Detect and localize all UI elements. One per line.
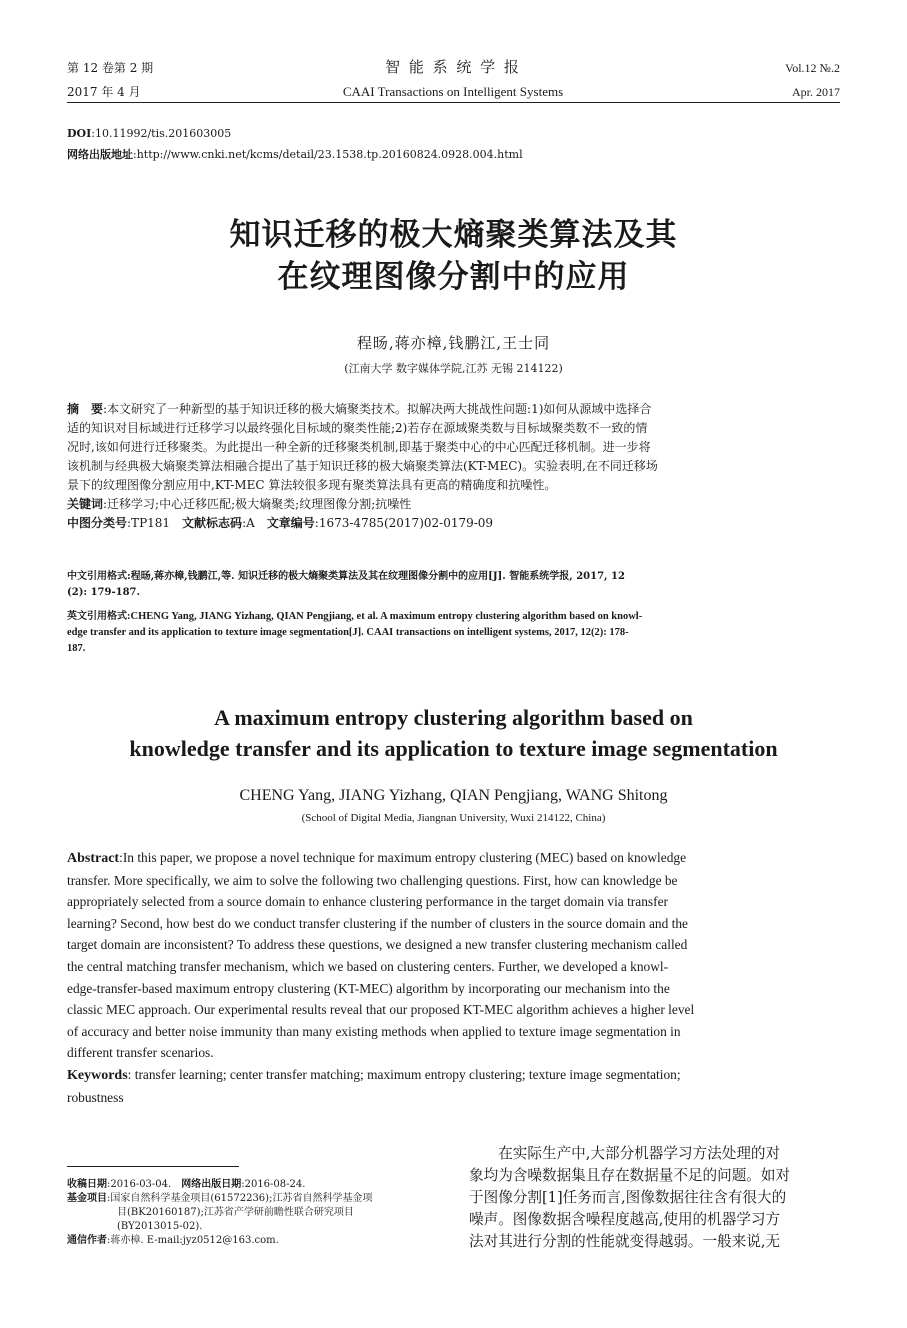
title-en-line2: knowledge transfer and its application to texture image segmentation bbox=[129, 736, 778, 761]
online-address-line bbox=[67, 146, 523, 163]
abstract-zh-line: 况时,该如何进行迁移聚类。为此提出一种全新的迁移聚类机制,即基于聚类中心的中心匹配迁移机制。进一步将 bbox=[67, 440, 651, 454]
keywords-en-line: : transfer learning; center transfer matching; maximum entropy clustering; texture image segmentation; bbox=[127, 1066, 681, 1082]
body-line: 于图像分割[1]任务而言,图像数据往往含有很大的 bbox=[469, 1189, 787, 1206]
citation-zh-label: 中文引用格式 bbox=[67, 571, 127, 582]
doc-code-label: 文献标志码 bbox=[182, 516, 243, 530]
abstract-zh-line: :本文研究了一种新型的基于知识迁移的极大熵聚类技术。拟解决两大挑战性问题:1)如何从源域中选择合 bbox=[103, 402, 652, 416]
abstract-zh-label: 摘 要 bbox=[67, 402, 104, 416]
abstract-en-line: of accuracy and better noise immunity than many existing methods when applied to texture image segmentation in bbox=[67, 1023, 681, 1039]
abstract-en-line: transfer. More specifically, we aim to solve the following two challenging questions. First, how can knowledge be bbox=[67, 872, 678, 888]
fund-line: (BY2013015-02). bbox=[117, 1221, 203, 1232]
abstract-zh bbox=[67, 400, 840, 533]
affiliation-en: (School of Digital Media, Jiangnan University, Wuxi 214122, China) bbox=[301, 812, 606, 824]
clc-value: :TP181 bbox=[127, 516, 183, 530]
citation-zh bbox=[67, 569, 840, 601]
received-value: :2016-03-04. bbox=[107, 1179, 182, 1190]
abstract-en-label: Abstract bbox=[67, 851, 120, 866]
citation-zh-line: :程旸,蒋亦樟,钱鹏江,等. 知识迁移的极大熵聚类算法及其在纹理图像分割中的应用[J]. 智能系统学报, 2017, 12 bbox=[127, 571, 625, 582]
corresponding-author-label: 通信作者 bbox=[67, 1235, 107, 1246]
journal-date: 2017 年 4 月 bbox=[67, 85, 141, 99]
abstract-zh-line: 适的知识对目标域进行迁移学习以最终强化目标域的聚类性能;2)若存在源域聚类数与目标域聚类数不一致的情 bbox=[67, 421, 648, 435]
volume-number: Vol.12 №.2 bbox=[785, 61, 840, 75]
title-zh-line1: 知识迁移的极大熵聚类算法及其 bbox=[229, 217, 678, 253]
fund-label: 基金项目 bbox=[67, 1193, 107, 1204]
keywords-zh-label: 关键词 bbox=[67, 497, 104, 511]
received-label: 收稿日期 bbox=[67, 1179, 107, 1190]
abstract-en-line: different transfer scenarios. bbox=[67, 1045, 214, 1061]
title-en-line1: A maximum entropy clustering algorithm based on bbox=[214, 705, 693, 730]
title-zh-line2: 在纹理图像分割中的应用 bbox=[277, 259, 630, 295]
keywords-zh-value: :迁移学习;中心迁移匹配;极大熵聚类;纹理图像分割;抗噪性 bbox=[103, 497, 412, 511]
authors-zh: 程旸,蒋亦樟,钱鹏江,王士同 bbox=[356, 334, 551, 352]
publication-month: Apr. 2017 bbox=[792, 85, 840, 99]
classification-zh bbox=[67, 514, 840, 533]
abstract-en-line: learning? Second, how best do we conduct transfer clustering if the number of clusters in the source domain and the bbox=[67, 915, 688, 931]
corresponding-author-value[interactable]: :蒋亦樟. E-mail:jyz0512@163.com. bbox=[107, 1235, 279, 1246]
doi-line bbox=[67, 125, 231, 142]
article-number-label: 文章编号 bbox=[266, 516, 315, 530]
abstract-en-line: edge-transfer-based maximum entropy clustering (KT-MEC) algorithm by incorporating our mechanism into the bbox=[67, 980, 670, 996]
fund-line: :国家自然科学基金项目(61572236);江苏省自然科学基金项 bbox=[107, 1193, 373, 1204]
article-number-value: :1673-4785(2017)02-0179-09 bbox=[314, 516, 494, 530]
affiliation-zh: (江南大学 数字媒体学院,江苏 无锡 214122) bbox=[344, 362, 563, 375]
citation-en-label: 英文引用格式 bbox=[67, 611, 127, 622]
keywords-en-line: robustness bbox=[67, 1089, 124, 1105]
body-line: 象均为含噪数据集且存在数据量不足的问题。如对 bbox=[469, 1167, 791, 1184]
footnote-rule bbox=[67, 1166, 239, 1167]
body-line: 在实际生产中,大部分机器学习方法处理的对 bbox=[469, 1145, 781, 1162]
abstract-zh-line: 景下的纹理图像分割应用中,KT-MEC 算法较很多现有聚类算法具有更高的精确度和抗噪性。 bbox=[67, 478, 557, 492]
body-line: 噪声。图像数据含噪程度越高,使用的机器学习方 bbox=[469, 1211, 781, 1228]
abstract-en-line: target domain are inconsistent? To address these questions, we designed a new transfer clustering mechanism called bbox=[67, 937, 688, 953]
keywords-en-label: Keywords bbox=[67, 1067, 128, 1083]
journal-name-en: CAAI Transactions on Intelligent Systems bbox=[342, 84, 564, 99]
authors-en: CHENG Yang, JIANG Yizhang, QIAN Pengjiang, WANG Shitong bbox=[239, 787, 668, 804]
footnotes bbox=[67, 1178, 459, 1248]
abstract-en bbox=[67, 847, 840, 1108]
online-address-link[interactable]: :http://www.cnki.net/kcms/detail/23.1538.tp.20160824.0928.004.html bbox=[133, 148, 523, 161]
clc-label: 中图分类号 bbox=[67, 516, 128, 530]
citation-en-line: :CHENG Yang, JIANG Yizhang, QIAN Pengjiang, et al. A maximum entropy clustering algorithm based on knowl- bbox=[127, 611, 643, 622]
abstract-en-line: appropriately selected from a source domain to enhance clustering performance in the target domain via transfer bbox=[67, 894, 668, 910]
citation-en-line: 187. bbox=[67, 643, 86, 654]
body-line: 法对其进行分割的性能就变得越弱。一般来说,无 bbox=[469, 1233, 781, 1250]
body-text-zh bbox=[469, 1143, 840, 1253]
doi-label: DOI bbox=[67, 127, 92, 140]
abstract-zh-line: 该机制与经典极大熵聚类算法相融合提出了基于知识迁移的极大熵聚类算法(KT-MEC)。实验表明,在不同迁移场 bbox=[67, 459, 658, 473]
citation-en-line: edge transfer and its application to texture image segmentation[J]. CAAI transactions on intelligent systems, 2017, 12(2): 178- bbox=[67, 627, 629, 638]
abstract-en-line: :In this paper, we propose a novel technique for maximum entropy clustering (MEC) based on knowledge bbox=[119, 850, 687, 865]
journal-name-zh: 智 能 系 统 学 报 bbox=[385, 58, 521, 76]
doi-value[interactable]: :10.11992/tis.201603005 bbox=[91, 127, 232, 140]
citation-en bbox=[67, 609, 840, 657]
citation-zh-line: (2): 179-187. bbox=[67, 587, 140, 598]
doc-code-value: :A bbox=[242, 516, 267, 530]
journal-issue: 第 12 卷第 2 期 bbox=[67, 61, 154, 75]
abstract-en-line: classic MEC approach. Our experimental results reveal that our proposed KT-MEC algorithm achieves a higher level bbox=[67, 1002, 695, 1018]
fund-line: 目(BK20160187);江苏省产学研前瞻性联合研究项目 bbox=[117, 1207, 354, 1218]
header-rule bbox=[67, 102, 840, 103]
online-address-label: 网络出版地址 bbox=[67, 148, 133, 161]
abstract-en-line: the central matching transfer mechanism, which we based on clustering centers. Further, we developed a knowl- bbox=[67, 958, 669, 974]
published-value: :2016-08-24. bbox=[241, 1179, 306, 1190]
published-label: 网络出版日期 bbox=[181, 1179, 242, 1190]
